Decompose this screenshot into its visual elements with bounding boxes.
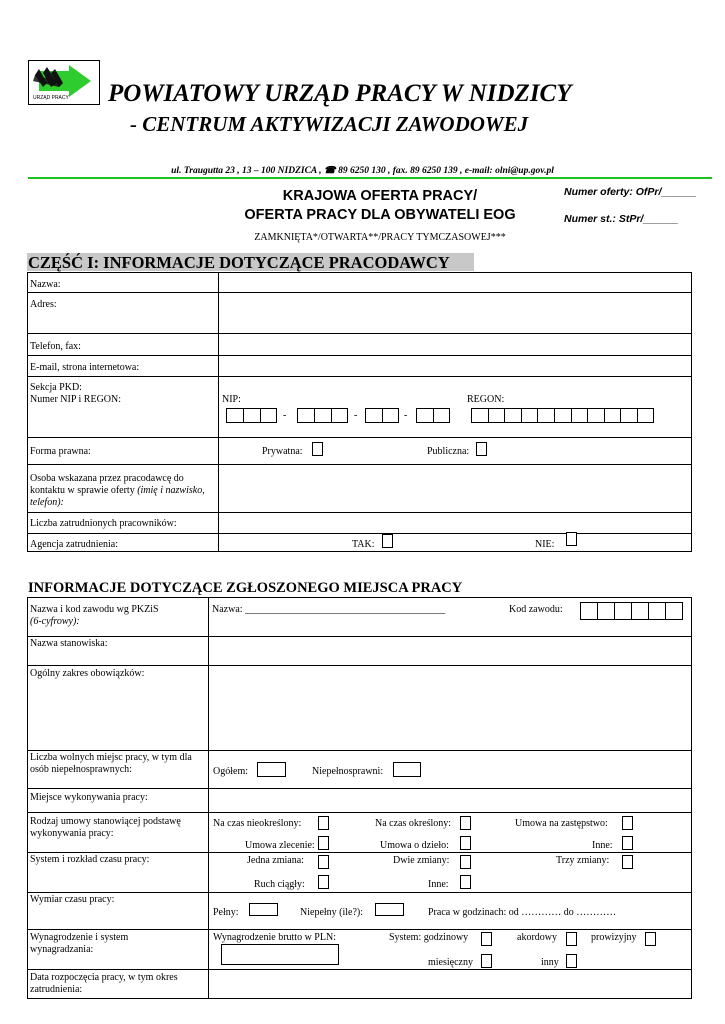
nip-dash-1: - [283, 410, 287, 421]
offer-title-2: OFERTA PRACY DLA OBYWATELI EOG [244, 207, 516, 223]
label-nip-regon: Numer NIP i REGON: [30, 394, 122, 405]
nip-dash-3: - [404, 410, 408, 421]
label-ogolem: Ogółem: [213, 766, 248, 777]
label-inny: inny [541, 957, 559, 968]
ogolem-input[interactable] [257, 762, 286, 777]
address-line [0, 165, 725, 176]
inne-system-checkbox[interactable] [460, 875, 471, 889]
label-okreslony: Na czas określony: [375, 818, 452, 829]
label-zlecenie: Umowa zlecenie: [245, 840, 315, 851]
pelny-input[interactable] [249, 903, 278, 916]
offer-title-1: KRAJOWA OFERTA PRACY/ [282, 188, 478, 204]
section-2-heading: INFORMACJE DOTYCZĄCE ZGŁOSZONEGO MIEJSCA PRACY [28, 580, 463, 596]
godzinowy-checkbox[interactable] [481, 932, 492, 946]
offer-status: ZAMKNIĘTA*/OTWARTA**/PRACY TYMCZASOWEJ*** [254, 232, 506, 243]
ruch-ciagly-checkbox[interactable] [318, 875, 329, 889]
jedna-zmiana-checkbox[interactable] [318, 855, 329, 869]
label-liczba-pracownikow: Liczba zatrudnionych pracowników: [30, 518, 177, 529]
phone-icon: ☎ [323, 166, 336, 176]
prywatna-checkbox[interactable] [312, 442, 323, 456]
label-brutto: Wynagrodzenie brutto w PLN: [213, 932, 336, 943]
zastepstwo-checkbox[interactable] [622, 816, 633, 830]
st-number: Numer st.: StPr/______ [564, 213, 679, 225]
label-email: E-mail, strona internetowa: [30, 362, 140, 373]
label-nie: NIE: [535, 539, 555, 550]
label-osoba [30, 473, 215, 509]
label-nieokreslony: Na czas nieokreślony: [213, 818, 302, 829]
miesieczny-checkbox[interactable] [481, 954, 492, 968]
label-tak: TAK: [352, 539, 375, 550]
offer-number: Numer oferty: OfPr/______ [564, 186, 697, 198]
label-system-godzinowy: System: godzinowy [389, 932, 469, 943]
osoba-text: Osoba wskazana przez pracodawcę do kontaktu w sprawie oferty [30, 473, 184, 496]
label-nip: NIP: [222, 394, 241, 405]
inny-checkbox[interactable] [566, 954, 577, 968]
agencja-nie-checkbox[interactable] [566, 532, 577, 546]
label-ruch-ciagly: Ruch ciągły: [254, 879, 305, 890]
nazwa-zawodu-field[interactable]: Nazwa: ________________________________________ [212, 604, 446, 615]
brutto-input[interactable] [221, 944, 339, 965]
label-system-czasu: System i rozkład czasu pracy: [30, 854, 150, 865]
label-wolne-miejsca: Liczba wolnych miejsc pracy, w tym dla osób niepełnosprawnych: [30, 752, 192, 775]
osoba-note: (imię i nazwisko, telefon): [30, 485, 205, 508]
label-inne-system: Inne: [428, 879, 449, 890]
label-inne-umowa: Inne: [592, 840, 613, 851]
label-agencja: Agencja zatrudnienia: [30, 539, 119, 550]
logo-text: URZĄD PRACY [33, 95, 69, 101]
label-akordowy: akordowy [517, 932, 557, 943]
label-prywatna: Prywatna: [262, 446, 303, 457]
prowizyjny-checkbox[interactable] [645, 932, 656, 946]
akordowy-checkbox[interactable] [566, 932, 577, 946]
label-adres: Adres: [30, 299, 57, 310]
address-part-2: 89 6250 130 , fax. 89 6250 139 , e-mail: olni@up.gov.pl [338, 166, 554, 176]
label-dzielo: Umowa o dzieło: [380, 840, 449, 851]
label-jedna-zmiana: Jedna zmiana: [247, 855, 304, 866]
label-miejsce: Miejsce wykonywania pracy: [30, 792, 148, 803]
label-zakres: Ogólny zakres obowiązków: [30, 668, 145, 679]
label-rodzaj-umowy: Rodzaj umowy stanowiącej podstawę wykonywania pracy: [30, 816, 181, 839]
niepelny-input[interactable] [375, 903, 404, 916]
label-regon: REGON: [467, 394, 505, 405]
dzielo-checkbox[interactable] [460, 836, 471, 850]
publiczna-checkbox[interactable] [476, 442, 487, 456]
page-title: POWIATOWY URZĄD PRACY W NIDZICY [108, 80, 572, 107]
label-kod-note: (6-cyfrowy): [30, 616, 80, 627]
dwie-zmiany-checkbox[interactable] [460, 855, 471, 869]
label-pelny: Pełny: [213, 907, 239, 918]
label-publiczna: Publiczna: [427, 446, 470, 457]
nieokreslony-checkbox[interactable] [318, 816, 329, 830]
agencja-tak-checkbox[interactable] [382, 534, 393, 548]
trzy-zmiany-checkbox[interactable] [622, 855, 633, 869]
label-miesieczny: miesięczny [428, 957, 473, 968]
godziny-pracy-field[interactable]: Praca w godzinach: od ………… do ………… [428, 907, 617, 918]
label-wymiar: Wymiar czasu pracy: [30, 894, 115, 905]
page-subtitle: - CENTRUM AKTYWIZACJI ZAWODOWEJ [130, 112, 529, 136]
label-nazwa: Nazwa: [30, 279, 61, 290]
label-niepelnosprawni: Niepełnosprawni: [312, 766, 384, 777]
label-dwie-zmiany: Dwie zmiany: [393, 855, 450, 866]
header-divider [28, 177, 712, 179]
zlecenie-checkbox[interactable] [318, 836, 329, 850]
label-pkd: Sekcja PKD: [30, 382, 82, 393]
label-zastepstwo: Umowa na zastępstwo: [515, 818, 608, 829]
label-niepelny: Niepełny (ile?): [300, 907, 364, 918]
label-wynagrodzenie: Wynagrodzenie i system wynagradzania: [30, 932, 129, 955]
address-part-1: ul. Traugutta 23 , 13 – 100 NIDZICA , [171, 166, 322, 176]
nip-dash-2: - [354, 410, 358, 421]
label-prowizyjny: prowizyjny [591, 932, 637, 943]
label-telefon: Telefon, fax: [30, 341, 81, 352]
logo [28, 60, 100, 105]
label-data-rozpoczecia: Data rozpoczęcia pracy, w tym okres zatrudnienia: [30, 972, 178, 995]
section-1-heading: CZĘŚĆ I: INFORMACJE DOTYCZĄCE PRACODAWCY [27, 253, 474, 271]
label-forma: Forma prawna: [30, 446, 91, 457]
label-stanowisko: Nazwa stanowiska: [30, 638, 108, 649]
okreslony-checkbox[interactable] [460, 816, 471, 830]
label-kod-zawodu: Nazwa i kod zawodu wg PKZiS [30, 604, 159, 615]
niepelnosprawni-input[interactable] [393, 762, 421, 777]
label-kod-zawodu-right: Kod zawodu: [509, 604, 563, 615]
inne-umowa-checkbox[interactable] [622, 836, 633, 850]
label-trzy-zmiany: Trzy zmiany: [556, 855, 610, 866]
